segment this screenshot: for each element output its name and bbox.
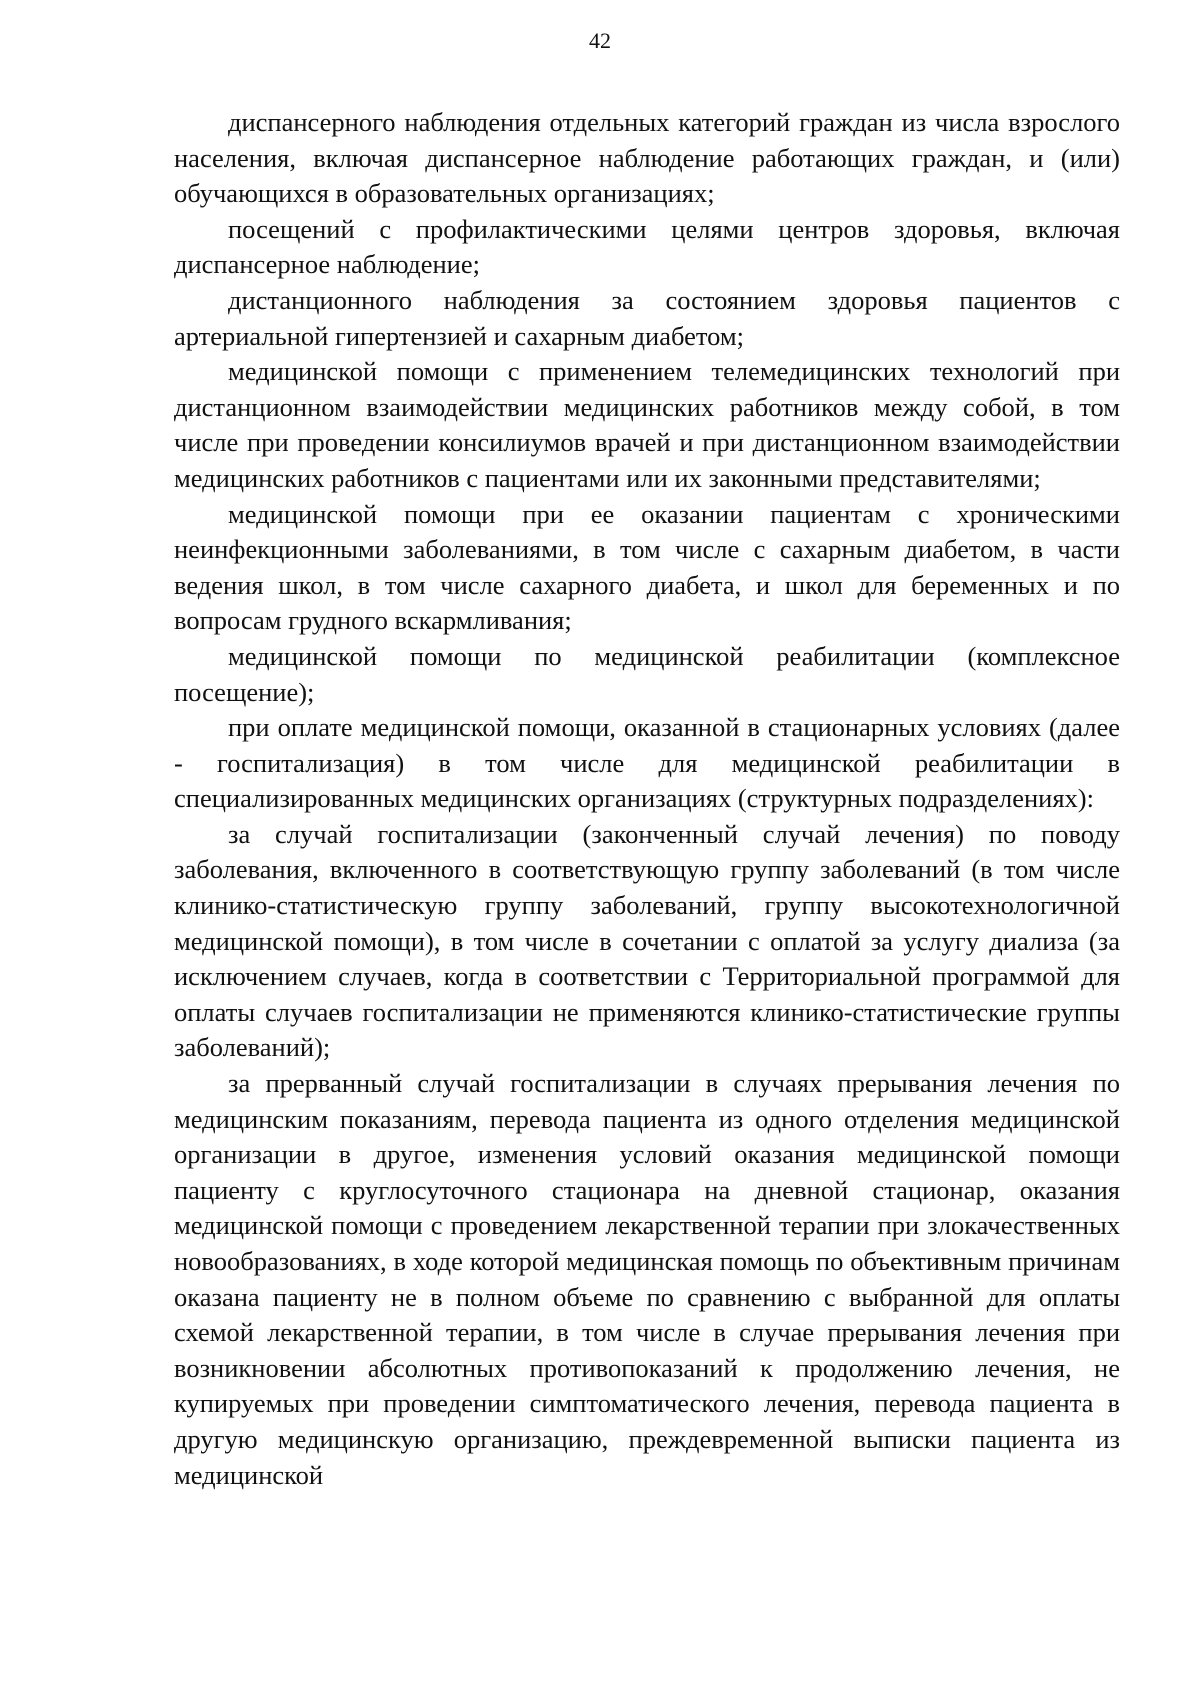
paragraph-health-center-visits: посещений с профилактическими целями центров здоровья, включая диспансерное наблюдение; bbox=[174, 213, 1120, 280]
paragraph-telemedicine: медицинской помощи с применением телемедицинских технологий при дистанционном взаимодействии медицинских работников между собой, в том числе при проведении консилиумов врачей и при дистанционном взаимодействии медицинских работников с пациентами или их законными представителями; bbox=[174, 356, 1120, 493]
paragraph-interrupted-hospitalization: за прерванный случай госпитализации в случаях прерывания лечения по медицинским показаниям, перевода пациента из одного отделения медицинской организации в другое, изменения условий оказания медицинской помощи пациенту с круглосуточного стационара на дневной стационар, оказания медицинской помощи с проведением лекарственной терапии при злокачественных новообразованиях, в ходе которой медицинская помощь по объективным причинам оказана пациенту не в полном объеме по сравнению с выбранной для оплаты схемой лекарственной терапии, в том числе в случае прерывания лечения при возникновении абсолютных противопоказаний к продолжению лечения, не купируемых при проведении симптоматического лечения, перевода пациента в другую медицинскую организацию, преждевременной выписки пациента из медицинской bbox=[174, 1068, 1120, 1490]
paragraph-rehabilitation: медицинской помощи по медицинской реабилитации (комплексное посещение); bbox=[174, 640, 1120, 707]
paragraph-inpatient-payment: при оплате медицинской помощи, оказанной в стационарных условиях (далее - госпитализация) в том числе для медицинской реабилитации в специализированных медицинских организациях (структурных подразделениях): bbox=[174, 712, 1120, 814]
paragraph-chronic-disease-schools: медицинской помощи при ее оказании пациентам с хроническими неинфекционными заболеваниями, в том числе с сахарным диабетом, в части ведения школ, в том числе сахарного диабета, и школ для беременных и по вопросам грудного вскармливания; bbox=[174, 498, 1120, 636]
paragraph-remote-monitoring: дистанционного наблюдения за состоянием здоровья пациентов с артериальной гипертензией и сахарным диабетом; bbox=[174, 284, 1120, 351]
document-body bbox=[174, 105, 1120, 1493]
page-number: 42 bbox=[589, 28, 611, 53]
paragraph-dispensary-observation: диспансерного наблюдения отдельных категорий граждан из числа взрослого населения, включая диспансерное наблюдение работающих граждан, и (или) обучающихся в образовательных организациях; bbox=[174, 107, 1120, 209]
paragraph-completed-hospitalization: за случай госпитализации (законченный случай лечения) по поводу заболевания, включенного в соответствующую группу заболеваний (в том числе клинико-статистическую группу заболеваний, группу высокотехнологичной медицинской помощи), в том числе в сочетании с оплатой за услугу диализа (за исключением случаев, когда в соответствии с Территориальной программой для оплаты случаев госпитализации не применяются клинико-статистические группы заболеваний); bbox=[174, 818, 1120, 1063]
